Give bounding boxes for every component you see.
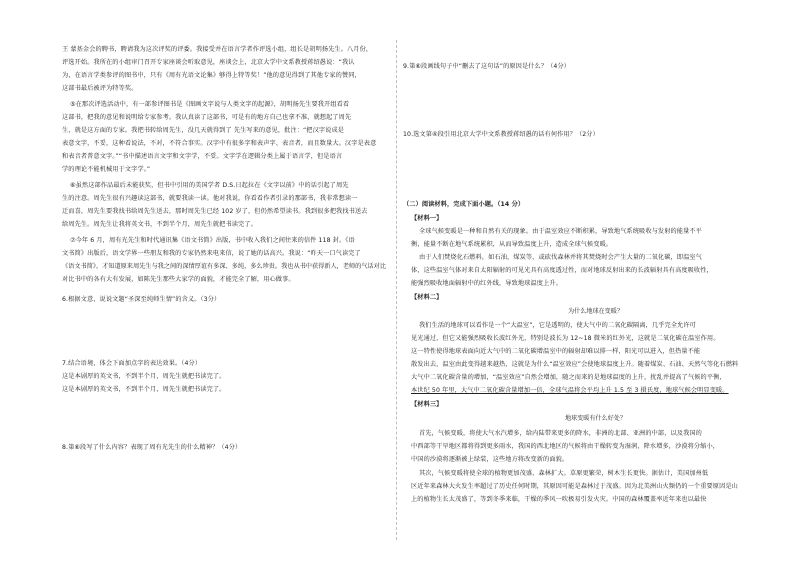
- question-10-text: 10.选文第④段引用北京大学中文系教授蒋绍愚的话有何作用？: [403, 131, 576, 138]
- paragraph-3-line-4: 给周先生。周先生让我将英文书，不到半个月，周先生就把书读完了。: [62, 221, 257, 228]
- section-2-heading: [403, 201, 524, 209]
- question-7-points: （4分）: [181, 360, 202, 367]
- question-6: [62, 296, 220, 304]
- paragraph-2-line-4: 表意文字，不妥，这种看说法，不对，不符合事实。汉字中有很多字和表声字、表音者，而且数量大。汉字是表意: [62, 140, 377, 147]
- material-2-heading: 【材料二】: [411, 294, 443, 301]
- paragraph-1-line-1: 王 蒙基金会的聘书，聘请我为这次评奖的评委。我接受并在语言学者作评选小组，组长是胡明扬先生。八月份，: [62, 46, 373, 53]
- section-2-points: （14 分）: [497, 201, 525, 208]
- material-2-line-2: 见光通过，但它又能强烈吸收长波红外光，特别是波长为 12~18 微米的红外光，这就是二氧化碳在温室作用。: [411, 335, 720, 342]
- material-2-line-6: 本世纪 50 年里，大气中二氧化碳含量增加一倍，全球气温将会平均上升 1.5 至 3 摄氏度，地球气候会明显变暖。: [411, 387, 729, 394]
- paragraph-2-line-2: 这部书，把我的意见和说明给专家参考。我认真读了这部书，可是有的地方自己也拿不准，就想起了周先: [62, 114, 352, 121]
- material-3-line-1: 首先，气候变暖，将使大气水汽增多，给内陆带来更多的降水，非洲的北部、亚洲的中部，以及我国的: [419, 430, 702, 437]
- material-1-line-2: 衡，能量不断在地气系统累积，从而导致温度上升，造成全球气候变暖。: [411, 241, 613, 248]
- material-2-title: 为什么地球在变暖？: [568, 308, 623, 315]
- material-1-line-3: 由于人们焚烧化石燃料，如石油，煤炭等，或砍伐森林并将其焚烧时会产生大量的二氧化碳，即温室气: [419, 254, 702, 261]
- paragraph-1-line-2: 评选开始。我所在的小组审门召开专家座谈会听取意见，座谈会上，北京大学中文系教授蒋绍愚说：“我认: [62, 59, 355, 66]
- paragraph-3-line-2: 生的注意。周先生很有兴趣读这部书，就要我读一读。他对我说，你看看作者引录的那部书，我非常想读一: [62, 195, 358, 202]
- question-10: [403, 131, 599, 139]
- material-3-line-5: 区近年来森林大火发生率超过了历史任何时期，其原因可能是森林过于茂盛。因为北美洲山火频仍的一个重要原因是山: [411, 483, 738, 490]
- material-2-line-3: 这一特性使得地球表面向近大气中的二氧化碳增温室中的辐射却难以排一样，阳光可以进入，但热量不能: [411, 348, 701, 355]
- section-2-label: （二）阅读材料，完成下面小题。: [403, 201, 498, 208]
- question-6-text: 6.根据文意，说说文题“圣深至纯师生情”的含义。: [62, 296, 201, 303]
- question-8-points: （4分）: [218, 444, 242, 451]
- material-3-line-4: 其次，气候变暖将使全球的植物更加茂盛，森林扩大。草原更繁荣，树木生长更快。据估计，美国加州低: [419, 470, 709, 477]
- paragraph-2-line-1: ⑤在那次评选活动中，有一部参评图书是《图画文字说与人类文字的起源》，胡明扬先生要我开组看看: [70, 101, 350, 108]
- material-1-line-4: 体，这些温室气体对来自太阳辐射的可见光具有高度透过性，而对地球反射出来的长波辐射具有高度吸收性，: [411, 267, 713, 274]
- question-10-points: （2分）: [575, 131, 599, 138]
- material-1-line-5: 能强烈吸收地面辐射中的红外线，导致地球温度上升。: [411, 280, 562, 287]
- material-3-line-2: 中西部等干旱地区都将得到更多雨水，我国的西北地区的气候将由干燥转变为湿润，降水增多，沙漠将分缩小，: [411, 443, 720, 450]
- material-1-line-1: 全球气候变暖是一种和自然有关的现象。由于温室效应不断积累，导致地气系统吸收与发射的能量不平: [419, 228, 702, 235]
- paragraph-2-line-6: 学的理论不能机械用于文字学。”: [62, 166, 151, 173]
- paragraph-1-line-4: 这部书最后被评为特等奖。: [62, 85, 138, 92]
- material-3-line-6: 上的植物生长太茂盛了，等到冬季来临，干燥的季风一吹极易引发火灾。中国的森林覆盖率近年来也以最快: [411, 496, 707, 503]
- paragraph-4-line-1: ⑦今年 6 月，周有光先生和时代通讯集《语文书简》出版，书中收入我们之间往来的信件 118 封。《语: [70, 237, 355, 244]
- material-2-line-5: 大气中二氧化碳含量的增加，“温室效应”自然会增加，随之而来的是地球温度的上升，扰乱并提高了气候的平衡，: [411, 374, 726, 381]
- material-3-line-3: 中国的沙漠将逐渐被上绿装，这些地方将改变新的面貌。: [411, 456, 569, 463]
- paragraph-4-line-3: 《语文书简》，才知道原来周先生与我之间的深情厚谊有多深、多纯，多么珍贵。我也从书中获得新人，老师的气话对比: [62, 263, 387, 270]
- question-8-text: 8.第⑥段写了什么内容？表现了周有光先生的什么精神？: [62, 444, 219, 451]
- question-6-points: （3分）: [200, 296, 221, 303]
- material-1-heading: 【材料一】: [411, 215, 443, 222]
- material-3-title: 地球变暖有什么好处？: [564, 415, 627, 422]
- question-7-text: 7.结合语境，体会下面加点字的表达效果。: [62, 360, 182, 367]
- paragraph-4-line-4: 对比书中的各有大有发展，如陈先生那些大家学的面貌，才能完全了解，用心做事。: [62, 276, 295, 283]
- question-9-points: （4分）: [547, 63, 571, 70]
- paragraph-3-line-3: 迁而喜，周先生要我找书给周先生送去，那时周先生已经 102 岁了，但仍然希望读书。我到很多把我找书送去: [62, 208, 368, 215]
- question-8: [62, 444, 241, 452]
- paragraph-2-line-3: 生，就是这方面的专家。我把书转给周先生，没几天就得到了 先生写来的意见，批注：“把汉字说成是: [62, 127, 345, 134]
- column-divider: [396, 40, 397, 540]
- question-9: [403, 63, 570, 71]
- question-7-line-2: 这是本剧厚的英文书，不到半个月，周先生就把书读完了。: [62, 386, 226, 393]
- paragraph-1-line-3: 为，在语言学类参评的图书中，只有《周有光语文论集》够得上特等奖！”他的意见得到了其他专家的赞同，: [62, 72, 361, 79]
- material-2-line-1: 我们生活的地球可以看作是一个“大温室”，它是透明的，使大气中的二氧化碳隔离，几乎完全允许可: [419, 322, 696, 329]
- question-7: [62, 360, 201, 368]
- question-9-text: 9.第⑥段画线句子中“删去了这句话”的原因是什么？: [403, 63, 548, 70]
- question-7-line-1: 这是本剧厚的英文书，不到半个月，周先生就把书读完了。: [62, 373, 226, 380]
- material-3-heading: 【材料三】: [411, 401, 443, 408]
- material-2-line-4: 散发出去，温室由此变得越来越热，这就是为什么“温室效应”会使地球温度上升。随着煤炭、石油、天然气等化石燃料: [411, 361, 739, 368]
- paragraph-2-line-5: 和表音者普意文字。”“书中描述语言文字和文字学，不妥。文字学在逻辑分类上属于语言学，但是语言: [62, 153, 343, 160]
- paragraph-4-line-2: 文书简》出版后，语文学界一些朋友和我的专家仍然来电来信，说了她的话高兴。我说：“昨天一口气读完了: [62, 250, 361, 257]
- paragraph-3-line-1: ⑥虽然这部作品最后未能获奖，但书中引用的美国学者 D.S.日起拉在《文字以前》中的话引起了周先: [70, 182, 349, 189]
